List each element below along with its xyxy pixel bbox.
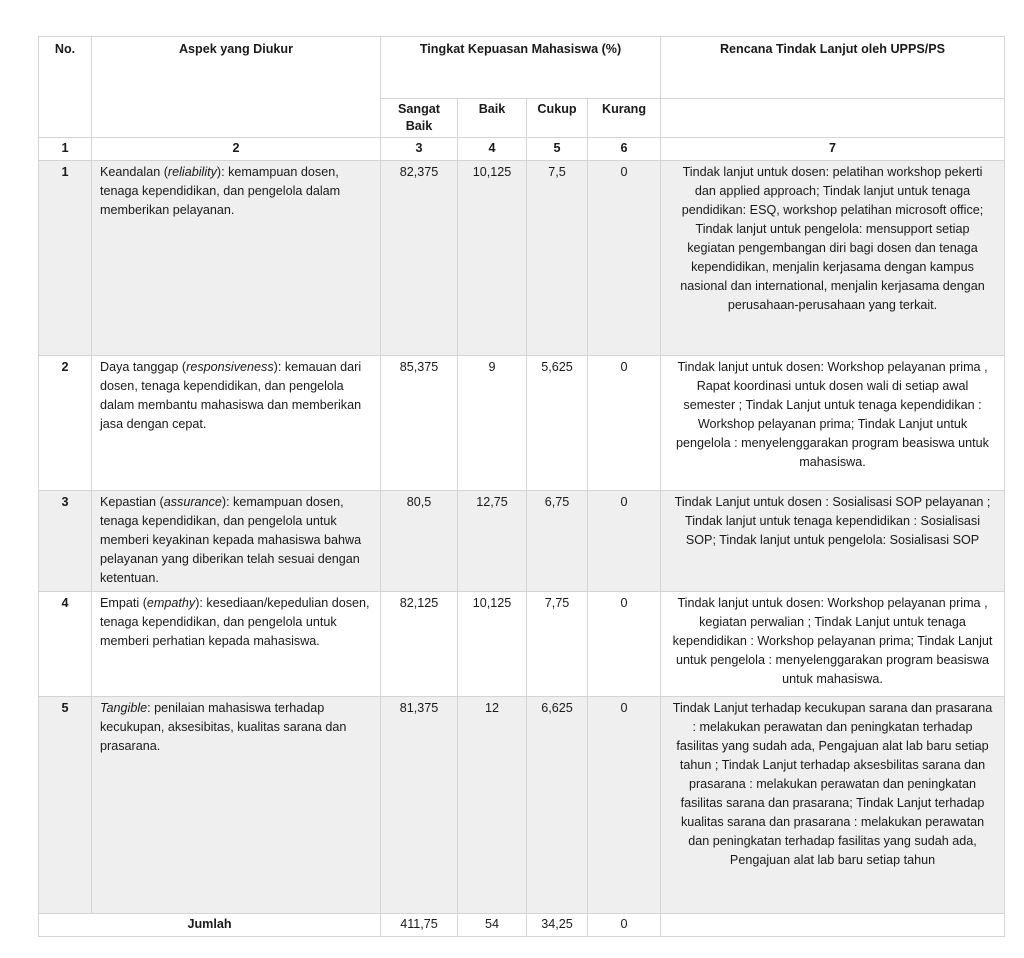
header-tingkat-kepuasan: Tingkat Kepuasan Mahasiswa (%)	[381, 37, 661, 99]
header-kurang: Kurang	[588, 99, 661, 138]
cukup-value: 7,5	[527, 161, 588, 356]
row-number: 3	[39, 491, 92, 592]
rencana-text: Tindak Lanjut untuk dosen : Sosialisasi SOP pelayanan ; Tindak lanjut untuk tenaga kependidikan : Sosialisasi SOP; Tindak lanjut untuk pengelola: Sosialisasi SOP	[661, 491, 1005, 592]
column-number: 4	[458, 138, 527, 161]
table-row	[39, 491, 1005, 592]
rencana-text: Tindak lanjut untuk dosen: Workshop pelayanan prima , kegiatan perwalian ; Tindak Lanjut untuk tenaga kependidikan : Workshop pelayanan prima; Tindak Lanjut untuk pengelola : menyelenggarakan program beasiswa untuk mahasiswa.	[661, 592, 1005, 697]
column-number: 3	[381, 138, 458, 161]
rencana-text: Tindak Lanjut terhadap kecukupan sarana dan prasarana : melakukan perawatan dan peningkatan terhadap fasilitas yang sudah ada, Pengajuan alat lab baru setiap tahun ; Tindak Lanjut terhadap aksesbilitas sarana dan prasarana : melakukan perawatan dan peningkatan fasilitas sarana dan prasarana; Tindak Lanjut terhadap kualitas sarana dan prasarana : melakukan perawatan dan peningkatan terhadap fasilitas yang sudah ada, Pengajuan alat lab baru setiap tahun	[661, 697, 1005, 914]
aspek-term: Tangible	[100, 701, 148, 715]
aspek-text: Keandalan (	[100, 165, 168, 179]
aspek-text: ): kemampuan dosen, tenaga kependidikan, dan pengelola dalam memberikan pelayanan.	[100, 165, 341, 217]
aspek-text: Empati (	[100, 596, 147, 610]
header-cukup: Cukup	[527, 99, 588, 138]
baik-value: 10,125	[458, 161, 527, 356]
satisfaction-table	[38, 36, 1005, 937]
baik-value: 12,75	[458, 491, 527, 592]
baik-value: 12	[458, 697, 527, 914]
row-number: 2	[39, 356, 92, 491]
aspek-cell	[92, 356, 381, 491]
aspek-text: ): kemauan dari dosen, tenaga kependidikan, dan pengelola dalam membantu mahasiswa dan memberikan jasa dengan cepat.	[100, 360, 362, 431]
rencana-text: Tindak lanjut untuk dosen: pelatihan workshop pekerti dan applied approach; Tindak lanjut untuk tenaga pendidikan: ESQ, workshop pelatihan microsoft office; Tindak lanjut untuk pengelola: mensupport setiap kegiatan pengembangan diri bagi dosen dan tenaga kependidikan, menjalin kerjasama dengan kampus nasional dan international, menjalin kerjasama dengan perusahaan-perusahaan yang terkait.	[661, 161, 1005, 356]
row-number: 4	[39, 592, 92, 697]
table-row	[39, 592, 1005, 697]
aspek-cell	[92, 697, 381, 914]
baik-value: 10,125	[458, 592, 527, 697]
kurang-value: 0	[588, 491, 661, 592]
aspek-text: ): kemampuan dosen, tenaga kependidikan, dan pengelola untuk memberi keyakinan kepada mahasiswa bahwa pelayanan yang diberikan telah sesuai dengan ketentuan.	[100, 495, 362, 585]
header-sangat-baik: Sangat Baik	[381, 99, 458, 138]
total-label: Jumlah	[39, 914, 381, 937]
header-rencana-blank	[661, 99, 1005, 138]
rencana-text: Tindak lanjut untuk dosen: Workshop pelayanan prima , Rapat koordinasi untuk dosen wali di setiap awal semester ; Tindak Lanjut untuk tenaga kependidikan : Workshop pelayanan prima; Tindak Lanjut untuk pengelola : menyelenggarakan program beasiswa untuk mahasiswa.	[661, 356, 1005, 491]
kurang-value: 0	[588, 356, 661, 491]
total-sangat-baik: 411,75	[381, 914, 458, 937]
total-kurang: 0	[588, 914, 661, 937]
table-row	[39, 697, 1005, 914]
total-row	[39, 914, 1005, 937]
total-rencana-blank	[661, 914, 1005, 937]
row-number: 5	[39, 697, 92, 914]
header-row-1	[39, 37, 1005, 99]
column-number: 7	[661, 138, 1005, 161]
header-rencana: Rencana Tindak Lanjut oleh UPPS/PS	[661, 37, 1005, 99]
aspek-text: : penilaian mahasiswa terhadap kecukupan, aksesibitas, kualitas sarana dan prasarana.	[100, 701, 347, 753]
cukup-value: 6,75	[527, 491, 588, 592]
aspek-term: assurance	[163, 495, 222, 509]
column-number: 5	[527, 138, 588, 161]
baik-value: 9	[458, 356, 527, 491]
aspek-cell	[92, 491, 381, 592]
sangat-baik-value: 82,375	[381, 161, 458, 356]
total-cukup: 34,25	[527, 914, 588, 937]
aspek-cell	[92, 161, 381, 356]
aspek-term: reliability	[167, 165, 217, 179]
sangat-baik-value: 80,5	[381, 491, 458, 592]
column-number: 2	[92, 138, 381, 161]
kurang-value: 0	[588, 592, 661, 697]
sangat-baik-value: 85,375	[381, 356, 458, 491]
column-number: 6	[588, 138, 661, 161]
table-row	[39, 356, 1005, 491]
column-number-row	[39, 138, 1005, 161]
column-number: 1	[39, 138, 92, 161]
header-aspek: Aspek yang Diukur	[92, 37, 381, 138]
table-row	[39, 161, 1005, 356]
header-baik: Baik	[458, 99, 527, 138]
cukup-value: 6,625	[527, 697, 588, 914]
sangat-baik-value: 81,375	[381, 697, 458, 914]
aspek-text: Kepastian (	[100, 495, 164, 509]
aspek-term: responsiveness	[186, 360, 274, 374]
cukup-value: 7,75	[527, 592, 588, 697]
kurang-value: 0	[588, 697, 661, 914]
sangat-baik-value: 82,125	[381, 592, 458, 697]
aspek-cell	[92, 592, 381, 697]
aspek-text: Daya tanggap (	[100, 360, 187, 374]
row-number: 1	[39, 161, 92, 356]
aspek-text: ): kesediaan/kepedulian dosen, tenaga kependidikan, dan pengelola untuk memberi perhatian kepada mahasiswa.	[100, 596, 370, 648]
cukup-value: 5,625	[527, 356, 588, 491]
kurang-value: 0	[588, 161, 661, 356]
aspek-term: empathy	[146, 596, 196, 610]
total-baik: 54	[458, 914, 527, 937]
header-no: No.	[39, 37, 92, 138]
